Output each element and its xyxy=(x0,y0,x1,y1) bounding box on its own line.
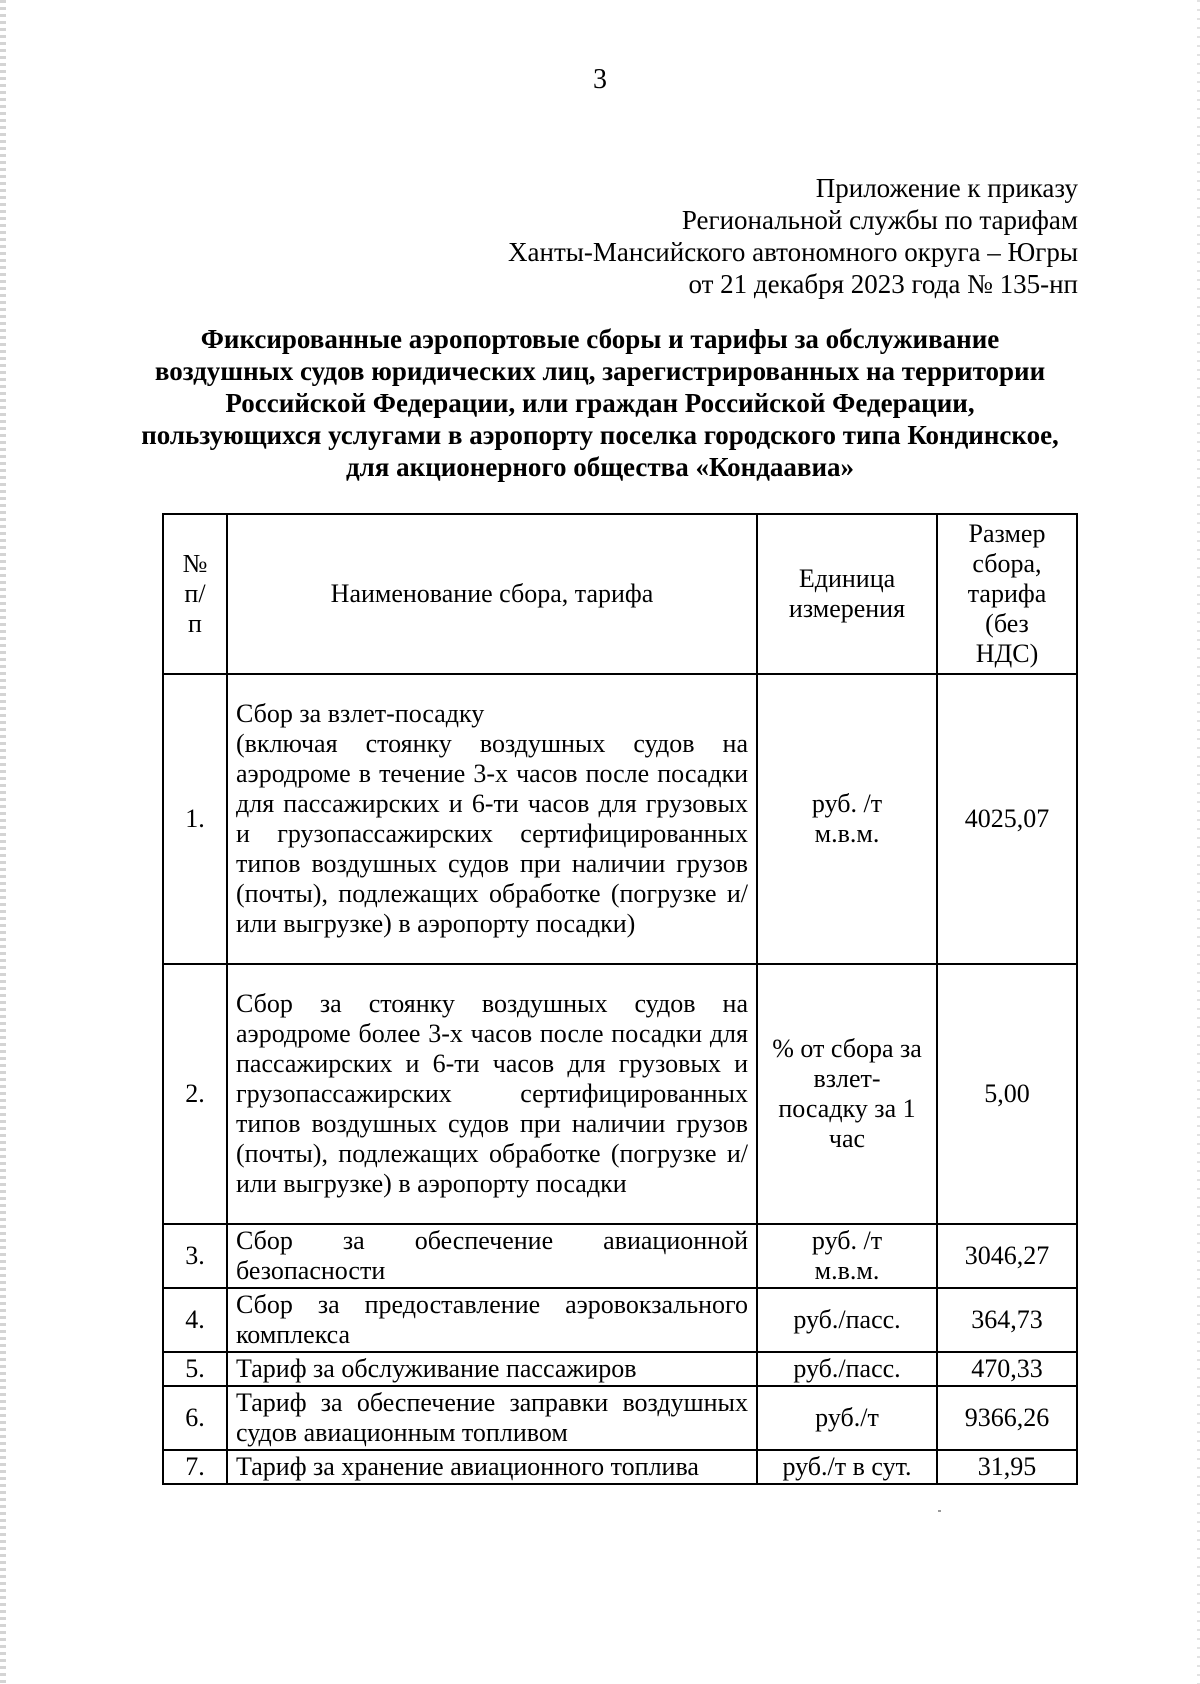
row-num: 7. xyxy=(163,1450,227,1484)
row-name: Сбор за взлет-посадку (включая стоянку воздушных судов на аэродроме в течение 3-х часов после посадки для пассажирских и 6-ти часов для грузовых и грузопассажирских сертифицированных типов воздушных судов при наличии грузов (почты), подлежащих обработке (погрузке и/или выгрузке) в аэропорту посадки) xyxy=(227,674,757,964)
row-num: 6. xyxy=(163,1386,227,1450)
row-unit: % от сбора за взлет-посадку за 1 час xyxy=(757,964,937,1224)
appendix-line: от 21 декабря 2023 года № 135-нп xyxy=(688,269,1078,299)
table-row xyxy=(163,1450,1077,1484)
row-unit: руб. /т м.в.м. xyxy=(757,674,937,964)
table-row xyxy=(163,964,1077,1224)
table-row xyxy=(163,1288,1077,1352)
title-line: для акционерного общества «Кондаавиа» xyxy=(345,452,855,482)
row-value: 4025,07 xyxy=(937,674,1077,964)
row-num: 4. xyxy=(163,1288,227,1352)
appendix-line: Ханты-Мансийского автономного округа – Югры xyxy=(508,237,1078,267)
row-num: 2. xyxy=(163,964,227,1224)
row-name: Тариф за хранение авиационного топлива xyxy=(227,1450,757,1484)
title-line: пользующихся услугами в аэропорту поселка городского типа Кондинское, xyxy=(141,420,1059,450)
row-name: Тариф за обслуживание пассажиров xyxy=(227,1352,757,1386)
row-unit: руб./пасс. xyxy=(757,1352,937,1386)
row-name: Сбор за обеспечение авиационной безопасности xyxy=(227,1224,757,1288)
table-row xyxy=(163,1386,1077,1450)
row-num: 5. xyxy=(163,1352,227,1386)
title-line: воздушных судов юридических лиц, зарегистрированных на территории xyxy=(154,356,1046,386)
row-unit: руб. /т м.в.м. xyxy=(757,1224,937,1288)
page-number: 3 xyxy=(593,64,607,95)
title-line: Российской Федерации, или граждан Российской Федерации, xyxy=(225,388,975,418)
row-unit: руб./т xyxy=(757,1386,937,1450)
header-name: Наименование сбора, тарифа xyxy=(227,514,757,674)
row-value: 31,95 xyxy=(937,1450,1077,1484)
document-title xyxy=(100,323,1100,483)
appendix-line: Приложение к приказу xyxy=(815,173,1078,203)
appendix-reference xyxy=(508,172,1078,300)
table-row xyxy=(163,1224,1077,1288)
row-name: Сбор за предоставление аэровокзального комплекса xyxy=(227,1288,757,1352)
table-header-row xyxy=(163,514,1077,674)
row-value: 470,33 xyxy=(937,1352,1077,1386)
scan-edge-left xyxy=(0,0,6,1684)
table-row xyxy=(163,1352,1077,1386)
row-unit: руб./пасс. xyxy=(757,1288,937,1352)
row-value: 3046,27 xyxy=(937,1224,1077,1288)
row-value: 9366,26 xyxy=(937,1386,1077,1450)
scan-speck xyxy=(938,1510,941,1512)
table-row xyxy=(163,674,1077,964)
row-num: 1. xyxy=(163,674,227,964)
header-num: № п/п xyxy=(163,514,227,674)
row-name: Тариф за обеспечение заправки воздушных судов авиационным топливом xyxy=(227,1386,757,1450)
row-value: 364,73 xyxy=(937,1288,1077,1352)
title-line: Фиксированные аэропортовые сборы и тарифы за обслуживание xyxy=(200,324,1000,354)
header-value: Размер сбора, тарифа (без НДС) xyxy=(937,514,1077,674)
tariffs-table xyxy=(162,513,1078,1485)
row-name: Сбор за стоянку воздушных судов на аэродроме более 3-х часов после посадки для пассажирских и 6-ти часов для грузовых и грузопассажирских сертифицированных типов воздушных судов при наличии грузов (почты), подлежащих обработке (погрузке и/или выгрузке) в аэропорту посадки xyxy=(227,964,757,1224)
header-unit: Единица измерения xyxy=(757,514,937,674)
row-num: 3. xyxy=(163,1224,227,1288)
row-value: 5,00 xyxy=(937,964,1077,1224)
row-unit: руб./т в сут. xyxy=(757,1450,937,1484)
appendix-line: Региональной службы по тарифам xyxy=(681,205,1078,235)
